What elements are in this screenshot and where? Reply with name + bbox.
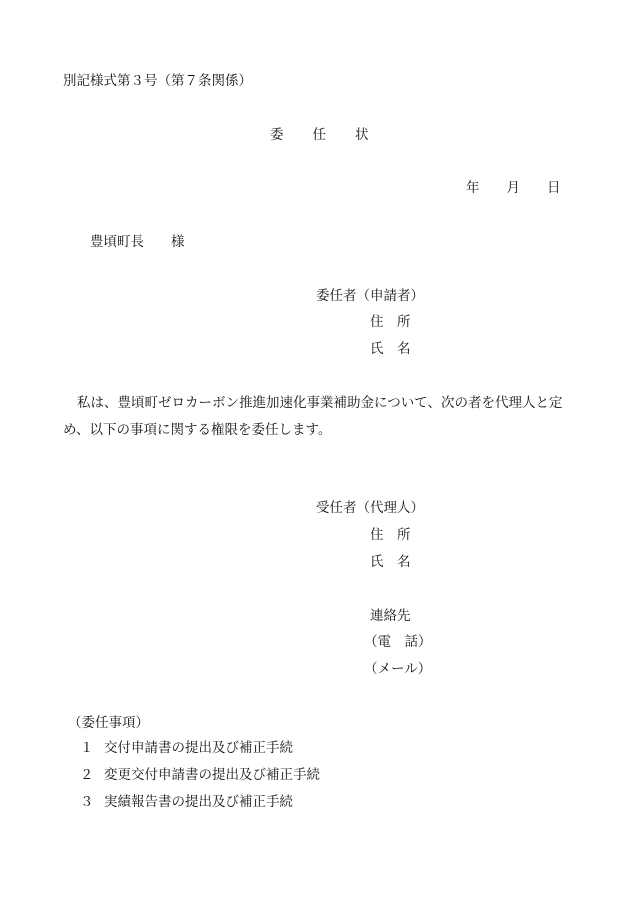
- contact-email-label: （メール）: [364, 661, 432, 677]
- agent-name-label: 氏 名: [370, 554, 411, 570]
- title-char-2: 任: [312, 127, 326, 143]
- item-text: 実績報告書の提出及び補正手続: [104, 794, 293, 810]
- item-number: ３: [80, 794, 94, 810]
- date-line: 年 月 日: [466, 180, 561, 196]
- contact-phone-label: （電 話）: [364, 634, 432, 650]
- item-text: 交付申請書の提出及び補正手続: [104, 740, 293, 756]
- form-label: 別記様式第３号（第７条関係）: [63, 73, 252, 89]
- item-number: １: [80, 740, 94, 756]
- body-text-line-1: 私は、豊頃町ゼロカーボン推進加速化事業補助金について、次の者を代理人と定: [77, 395, 563, 411]
- item-number: ２: [80, 767, 94, 783]
- title-char-3: 状: [355, 127, 369, 143]
- principal-name-label: 氏 名: [370, 341, 411, 357]
- delegated-items-heading: （委任事項）: [68, 715, 149, 731]
- addressee: 豊頃町長 様: [90, 234, 185, 250]
- agent-address-label: 住 所: [370, 527, 411, 543]
- agent-heading: 受任者（代理人）: [316, 500, 424, 516]
- document-title: [270, 129, 369, 143]
- body-text-line-2: め、以下の事項に関する権限を委任します。: [63, 422, 332, 438]
- principal-heading: 委任者（申請者）: [316, 288, 424, 304]
- principal-address-label: 住 所: [370, 314, 411, 330]
- contact-heading: 連絡先: [370, 608, 411, 624]
- item-text: 変更交付申請書の提出及び補正手続: [104, 767, 320, 783]
- title-char-1: 委: [270, 127, 284, 143]
